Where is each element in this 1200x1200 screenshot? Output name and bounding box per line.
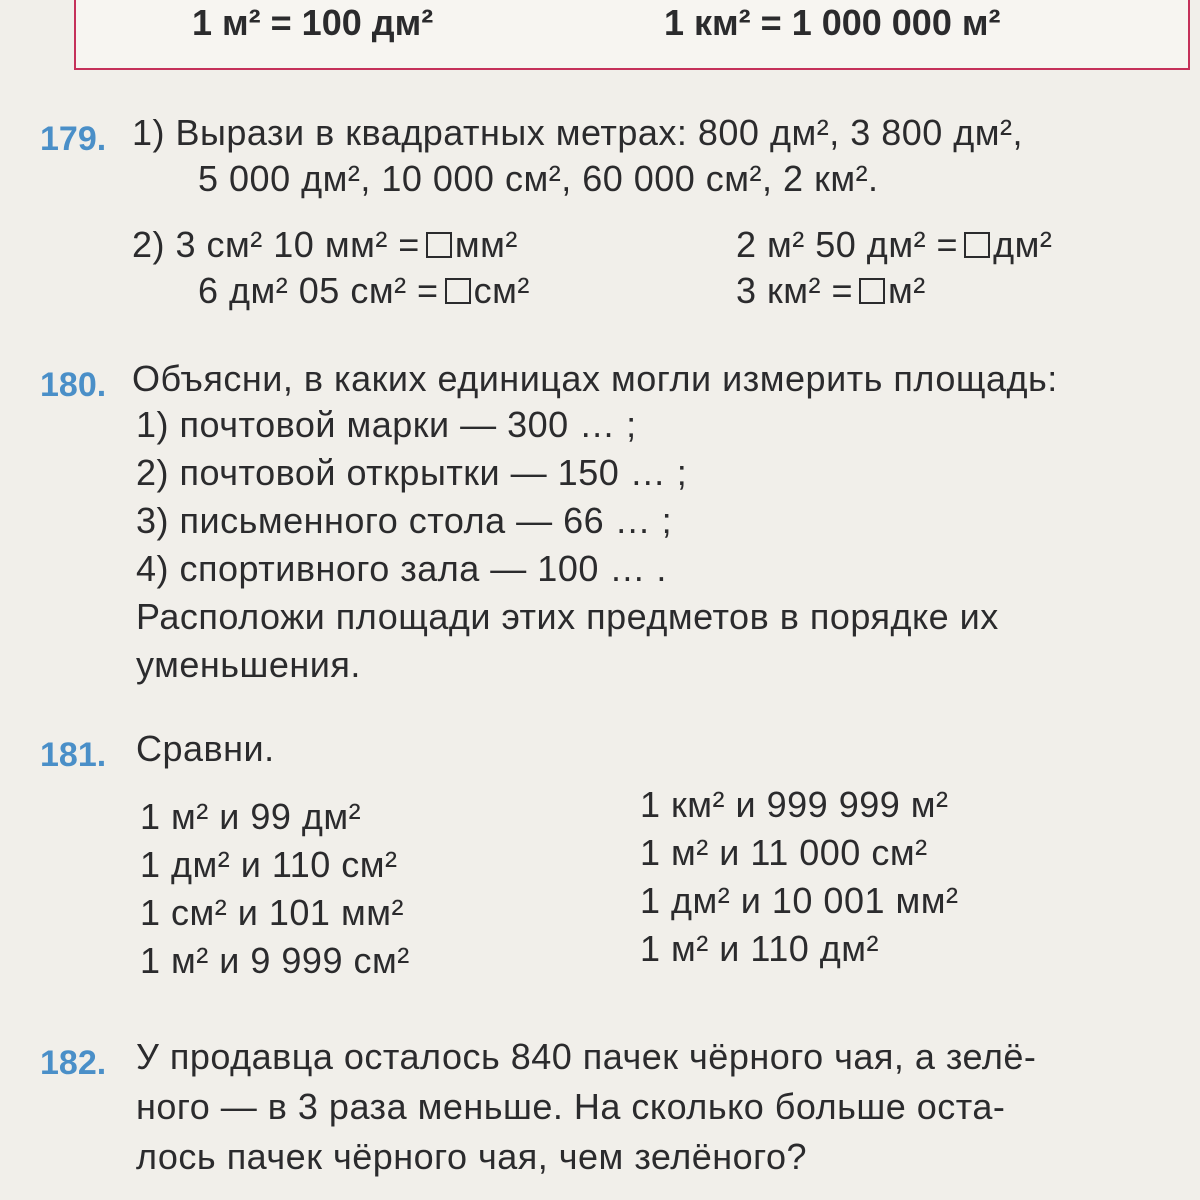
exercise-181-number: 181. [40,736,107,774]
ex181-title: Сравни. [136,728,275,769]
formula-km2-m2: 1 км² = 1 000 000 м² [664,2,1001,43]
ex179-part2-b [736,224,1052,266]
ex179-part1-line2: 5 000 дм², 10 000 см², 60 000 см², 2 км². [198,158,879,199]
ex180-line1: Объясни, в каких единицах могли измерить площадь: [132,358,1058,399]
ex181-right-4: 1 м² и 110 дм² [640,928,880,969]
ex180-item3: 3) письменного стола — 66 … ; [136,500,673,541]
formula-m2-dm2: 1 м² = 100 дм² [192,2,434,43]
ex180-item1: 1) почтовой марки — 300 … ; [136,404,637,445]
ex181-left-2: 1 дм² и 110 см² [140,844,398,885]
ex181-right-1: 1 км² и 999 999 м² [640,784,949,825]
ex179-a-right: мм² [454,224,518,265]
ex179-a-left: 2) 3 см² 10 мм² = [132,224,420,265]
ex179-part2-a [132,224,518,266]
ex181-right-3: 1 дм² и 10 001 мм² [640,880,959,921]
ex179-b-right: дм² [993,224,1053,265]
ex179-part1-line1: 1) Вырази в квадратных метрах: 800 дм², 3 800 дм², [132,112,1024,153]
ex182-line2: ного — в 3 раза меньше. На сколько больше оста- [136,1086,1006,1127]
ex179-d-left: 3 км² = [736,270,854,311]
answer-box[interactable] [445,278,471,304]
answer-box[interactable] [426,232,452,258]
ex179-d-right: м² [888,270,926,311]
ex179-c-right: см² [473,270,530,311]
ex179-part2-d [736,270,926,312]
ex179-part2-c [198,270,530,312]
exercise-182-number: 182. [40,1044,107,1082]
ex182-line1: У продавца осталось 840 пачек чёрного чая, а зелё- [136,1036,1037,1077]
ex180-line7: уменьшения. [136,644,361,685]
ex181-right-2: 1 м² и 11 000 см² [640,832,928,873]
ex180-item4: 4) спортивного зала — 100 … . [136,548,667,589]
exercise-180-number: 180. [40,366,107,404]
answer-box[interactable] [859,278,885,304]
ex181-left-3: 1 см² и 101 мм² [140,892,404,933]
exercise-179-number: 179. [40,120,107,158]
ex181-left-4: 1 м² и 9 999 см² [140,940,410,981]
ex179-c-left: 6 дм² 05 см² = [198,270,439,311]
answer-box[interactable] [964,232,990,258]
ex182-line3: лось пачек чёрного чая, чем зелёного? [136,1136,808,1177]
ex179-b-left: 2 м² 50 дм² = [736,224,959,265]
ex180-line6: Расположи площади этих предметов в порядке их [136,596,999,637]
ex181-left-1: 1 м² и 99 дм² [140,796,362,837]
ex180-item2: 2) почтовой открытки — 150 … ; [136,452,688,493]
